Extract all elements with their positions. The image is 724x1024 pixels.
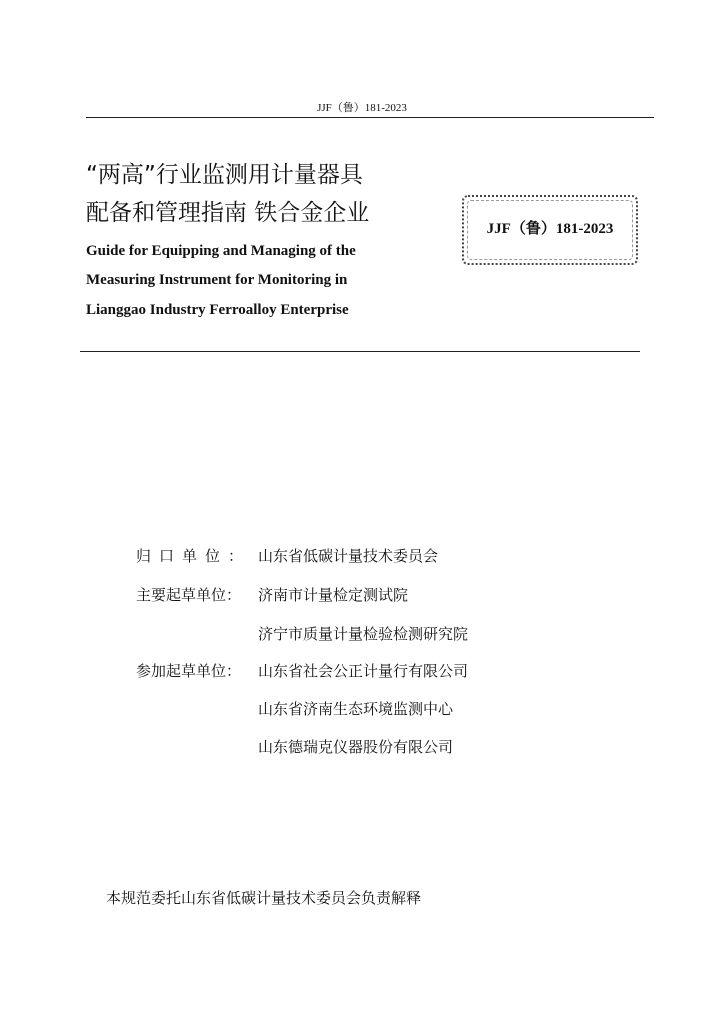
- code-box-text: JJF（鲁）181-2023: [486, 221, 614, 237]
- title-en-line-3: Lianggao Industry Ferroalloy Enterprise: [86, 302, 349, 318]
- participating-unit-1: 山东省社会公正计量行有限公司: [258, 662, 469, 680]
- participating-unit-2: 山东省济南生态环境监测中心: [258, 700, 454, 718]
- main-drafting-label: 主要起草单位：: [136, 586, 242, 604]
- main-drafting-unit-1: 济南市计量检定测试院: [258, 586, 409, 604]
- section-rule: [80, 351, 640, 352]
- responsible-unit-label: 归口单位：: [136, 547, 252, 565]
- participating-label: 参加起草单位：: [136, 662, 242, 680]
- interpretation-note: 本规范委托山东省低碳计量技术委员会负责解释: [106, 889, 422, 907]
- running-header: JJF（鲁）181-2023: [317, 102, 407, 114]
- title-en-line-2: Measuring Instrument for Monitoring in: [86, 272, 348, 288]
- title-zh-line-1: “两高”行业监测用计量器具: [86, 162, 363, 188]
- responsible-unit: 山东省低碳计量技术委员会: [258, 547, 439, 565]
- participating-unit-3: 山东德瑞克仪器股份有限公司: [258, 738, 454, 756]
- header-rule: [86, 117, 654, 118]
- title-zh-line-2: 配备和管理指南 铁合金企业: [86, 200, 370, 226]
- title-en-line-1: Guide for Equipping and Managing of the: [86, 243, 356, 259]
- main-drafting-unit-2: 济宁市质量计量检验检测研究院: [258, 625, 469, 643]
